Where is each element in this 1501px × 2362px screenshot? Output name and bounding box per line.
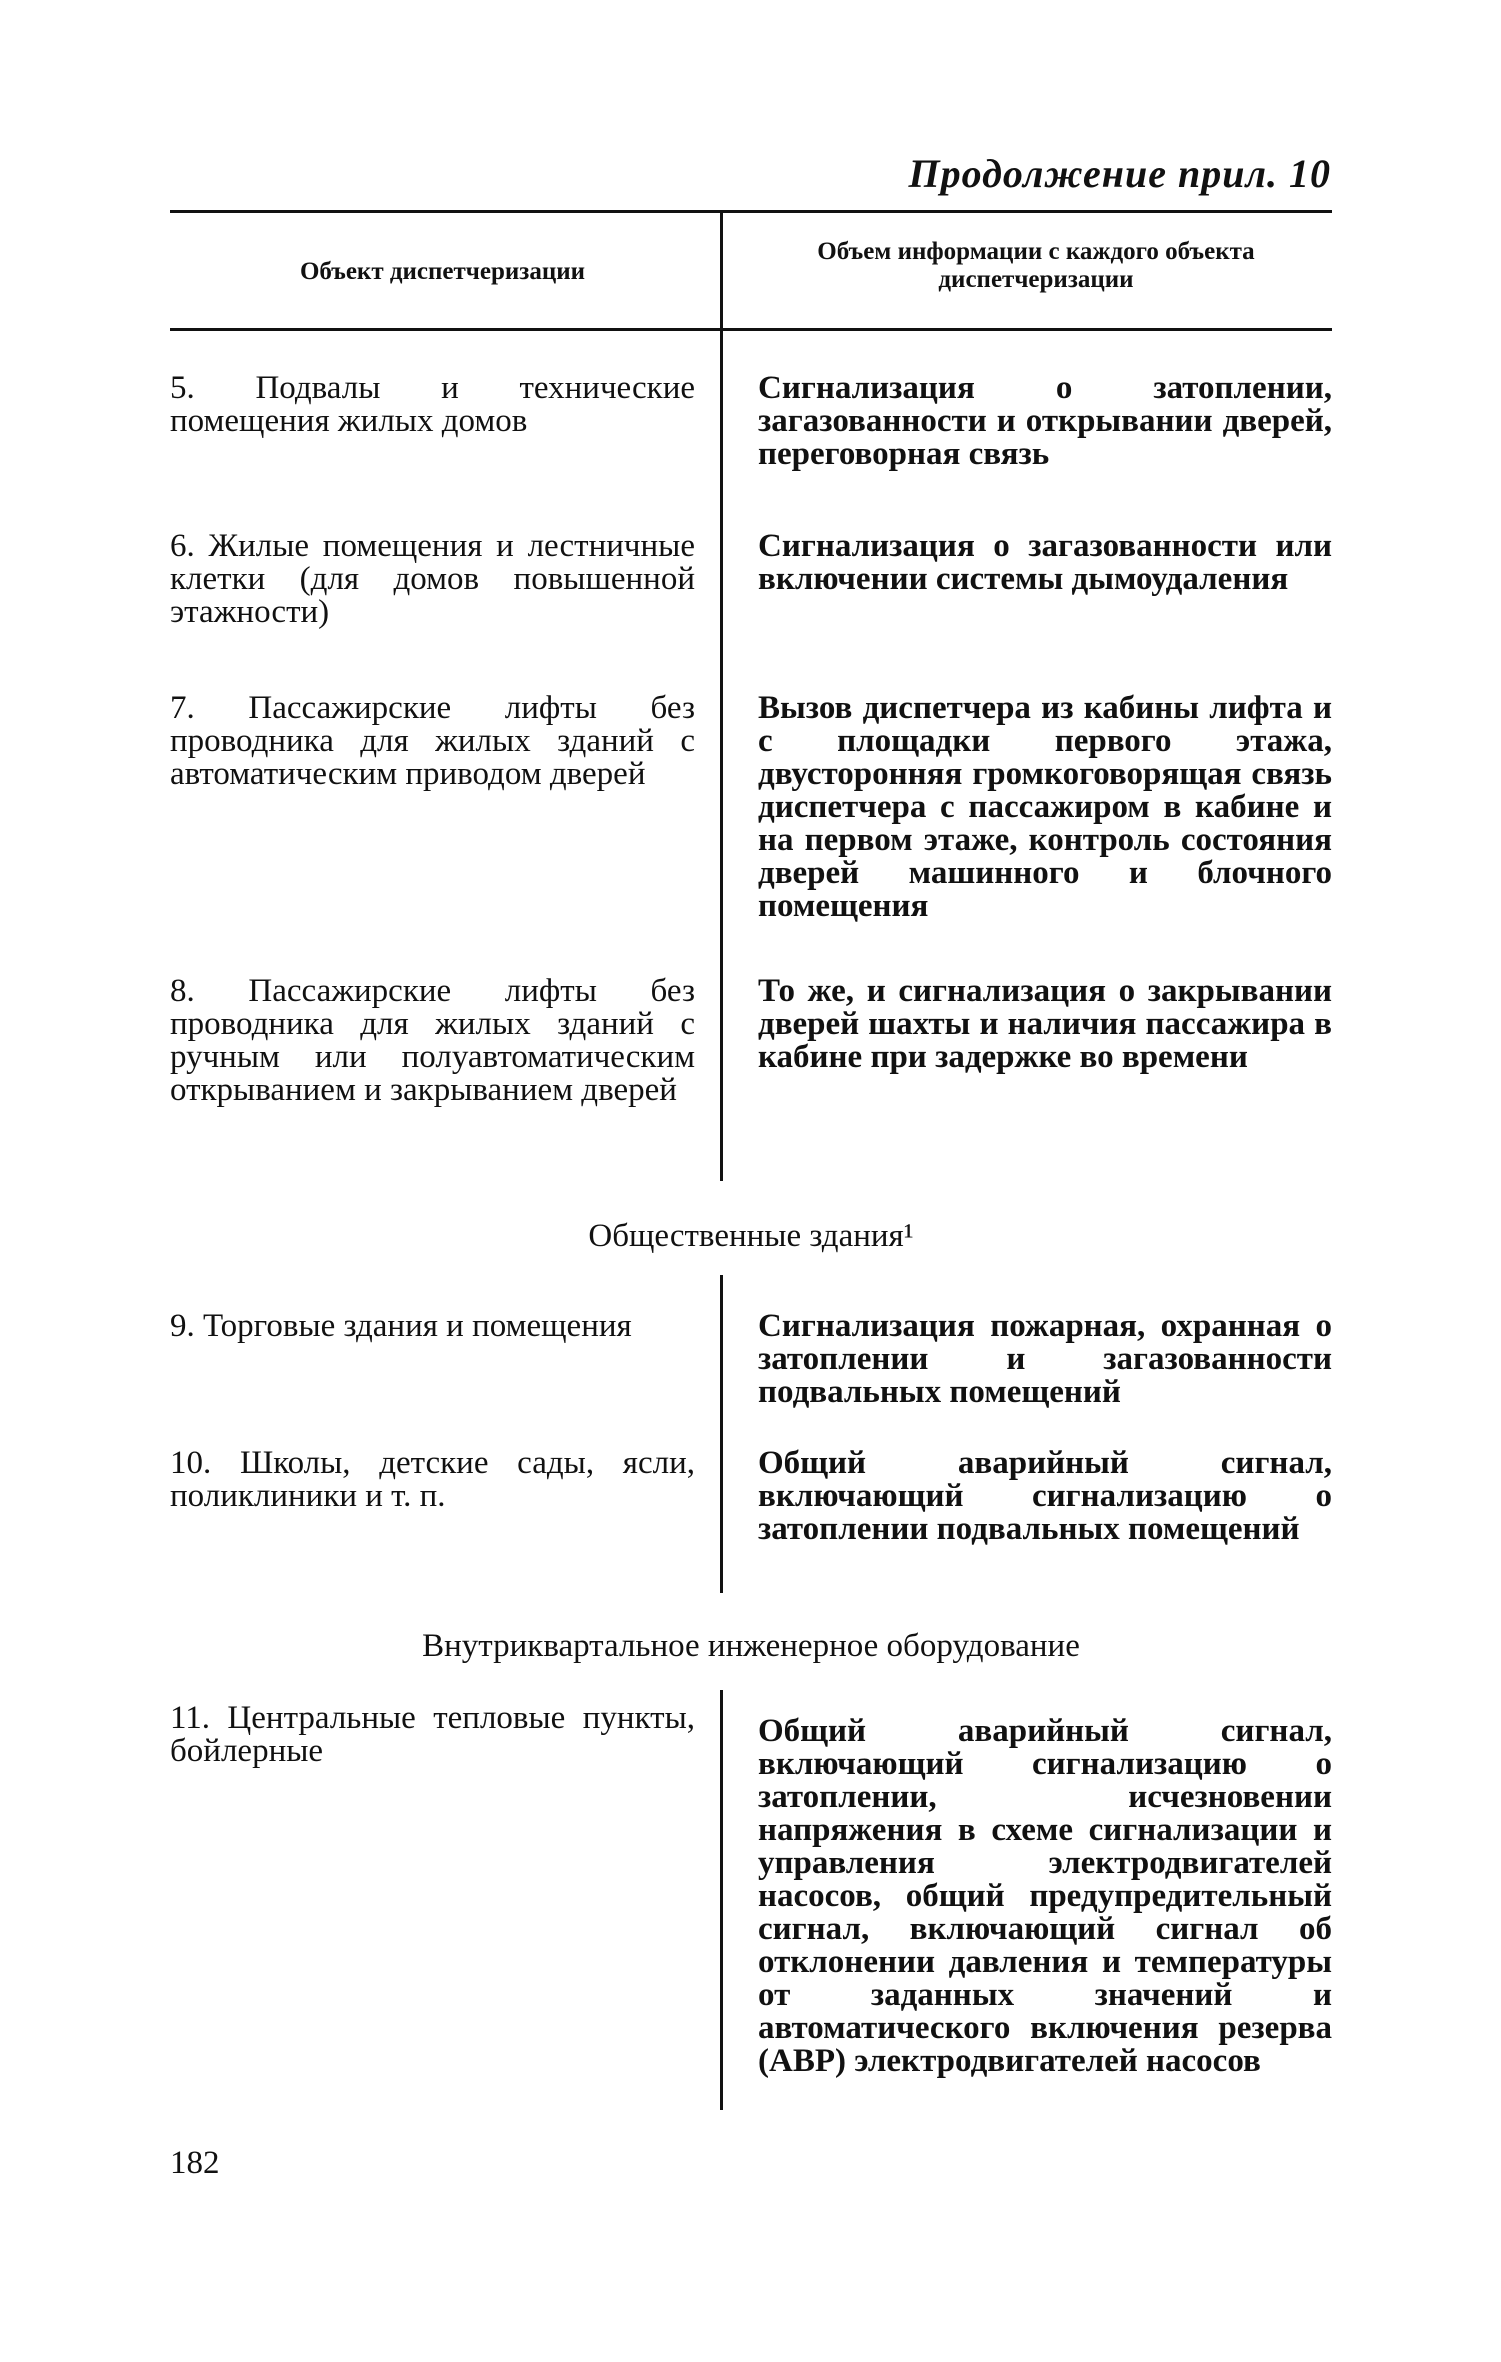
table-top-rule xyxy=(170,210,1332,213)
row-7-object: 7. Пассажирские лифты без проводника для жилых зданий с автоматическим приводом дверей xyxy=(170,690,695,792)
page-number: 182 xyxy=(170,2145,220,2181)
row-11-object: 11. Центральные тепловые пункты, бойлерные xyxy=(170,1700,695,1769)
column-separator xyxy=(720,331,723,1181)
row-5-object: 5. Подвалы и технические помещения жилых домов xyxy=(170,370,695,439)
continuation-header: Продолжение прил. 10 xyxy=(908,151,1331,196)
column-separator xyxy=(720,213,723,328)
row-10-object: 10. Школы, детские сады, ясли, поликлиники и т. п. xyxy=(170,1445,695,1514)
row-8-object: 8. Пассажирские лифты без проводника для жилых зданий с ручным или полуавтоматическим открыванием и закрыванием дверей xyxy=(170,973,695,1108)
row-9-object: 9. Торговые здания и помещения xyxy=(170,1308,632,1344)
row-8-info: То же, и сигнализация о закрывании дверей шахты и наличия пассажира в кабине при задержке во времени xyxy=(758,973,1332,1075)
row-7-info: Вызов диспетчера из кабины лифта и с площадки первого этажа, двусторонняя громкоговорящая связь диспетчера с пассажиром в кабине и на первом этаже, контроль состояния дверей машинного и блочного помещения xyxy=(758,690,1332,924)
table-header-bottom-rule xyxy=(170,328,1332,331)
row-11-info: Общий аварийный сигнал, включающий сигнализацию о затоплении, исчезновении напряжения в схеме сигнализации и управления электродвигателей насосов, общий предупредительный сигнал, включающий сигнал об отклонении давления и температуры от заданных значений и автоматического включения резерва (АВР) электродвигателей насосов xyxy=(758,1713,1332,2079)
row-6-info: Сигнализация о загазованности или включении системы дымоудаления xyxy=(758,528,1332,597)
row-6-object: 6. Жилые помещения и лестничные клетки (для домов повышенной этажности) xyxy=(170,528,695,630)
row-10-info: Общий аварийный сигнал, включающий сигнализацию о затоплении подвальных помещений xyxy=(758,1445,1332,1547)
column-separator xyxy=(720,1275,723,1593)
column-header-object: Объект диспетчеризации xyxy=(299,258,586,285)
column-header-info: Объем информации с каждого объекта диспетчеризации xyxy=(817,238,1255,293)
row-5-info: Сигнализация о затоплении, загазованности и открывании дверей, переговорная связь xyxy=(758,370,1332,472)
section-title-infra: Внутриквартальное инженерное оборудование xyxy=(422,1628,1080,1664)
section-title-public: Общественные здания¹ xyxy=(588,1218,914,1254)
row-9-info: Сигнализация пожарная, охранная о затоплении и загазованности подвальных помещений xyxy=(758,1308,1332,1410)
column-separator xyxy=(720,1690,723,2110)
